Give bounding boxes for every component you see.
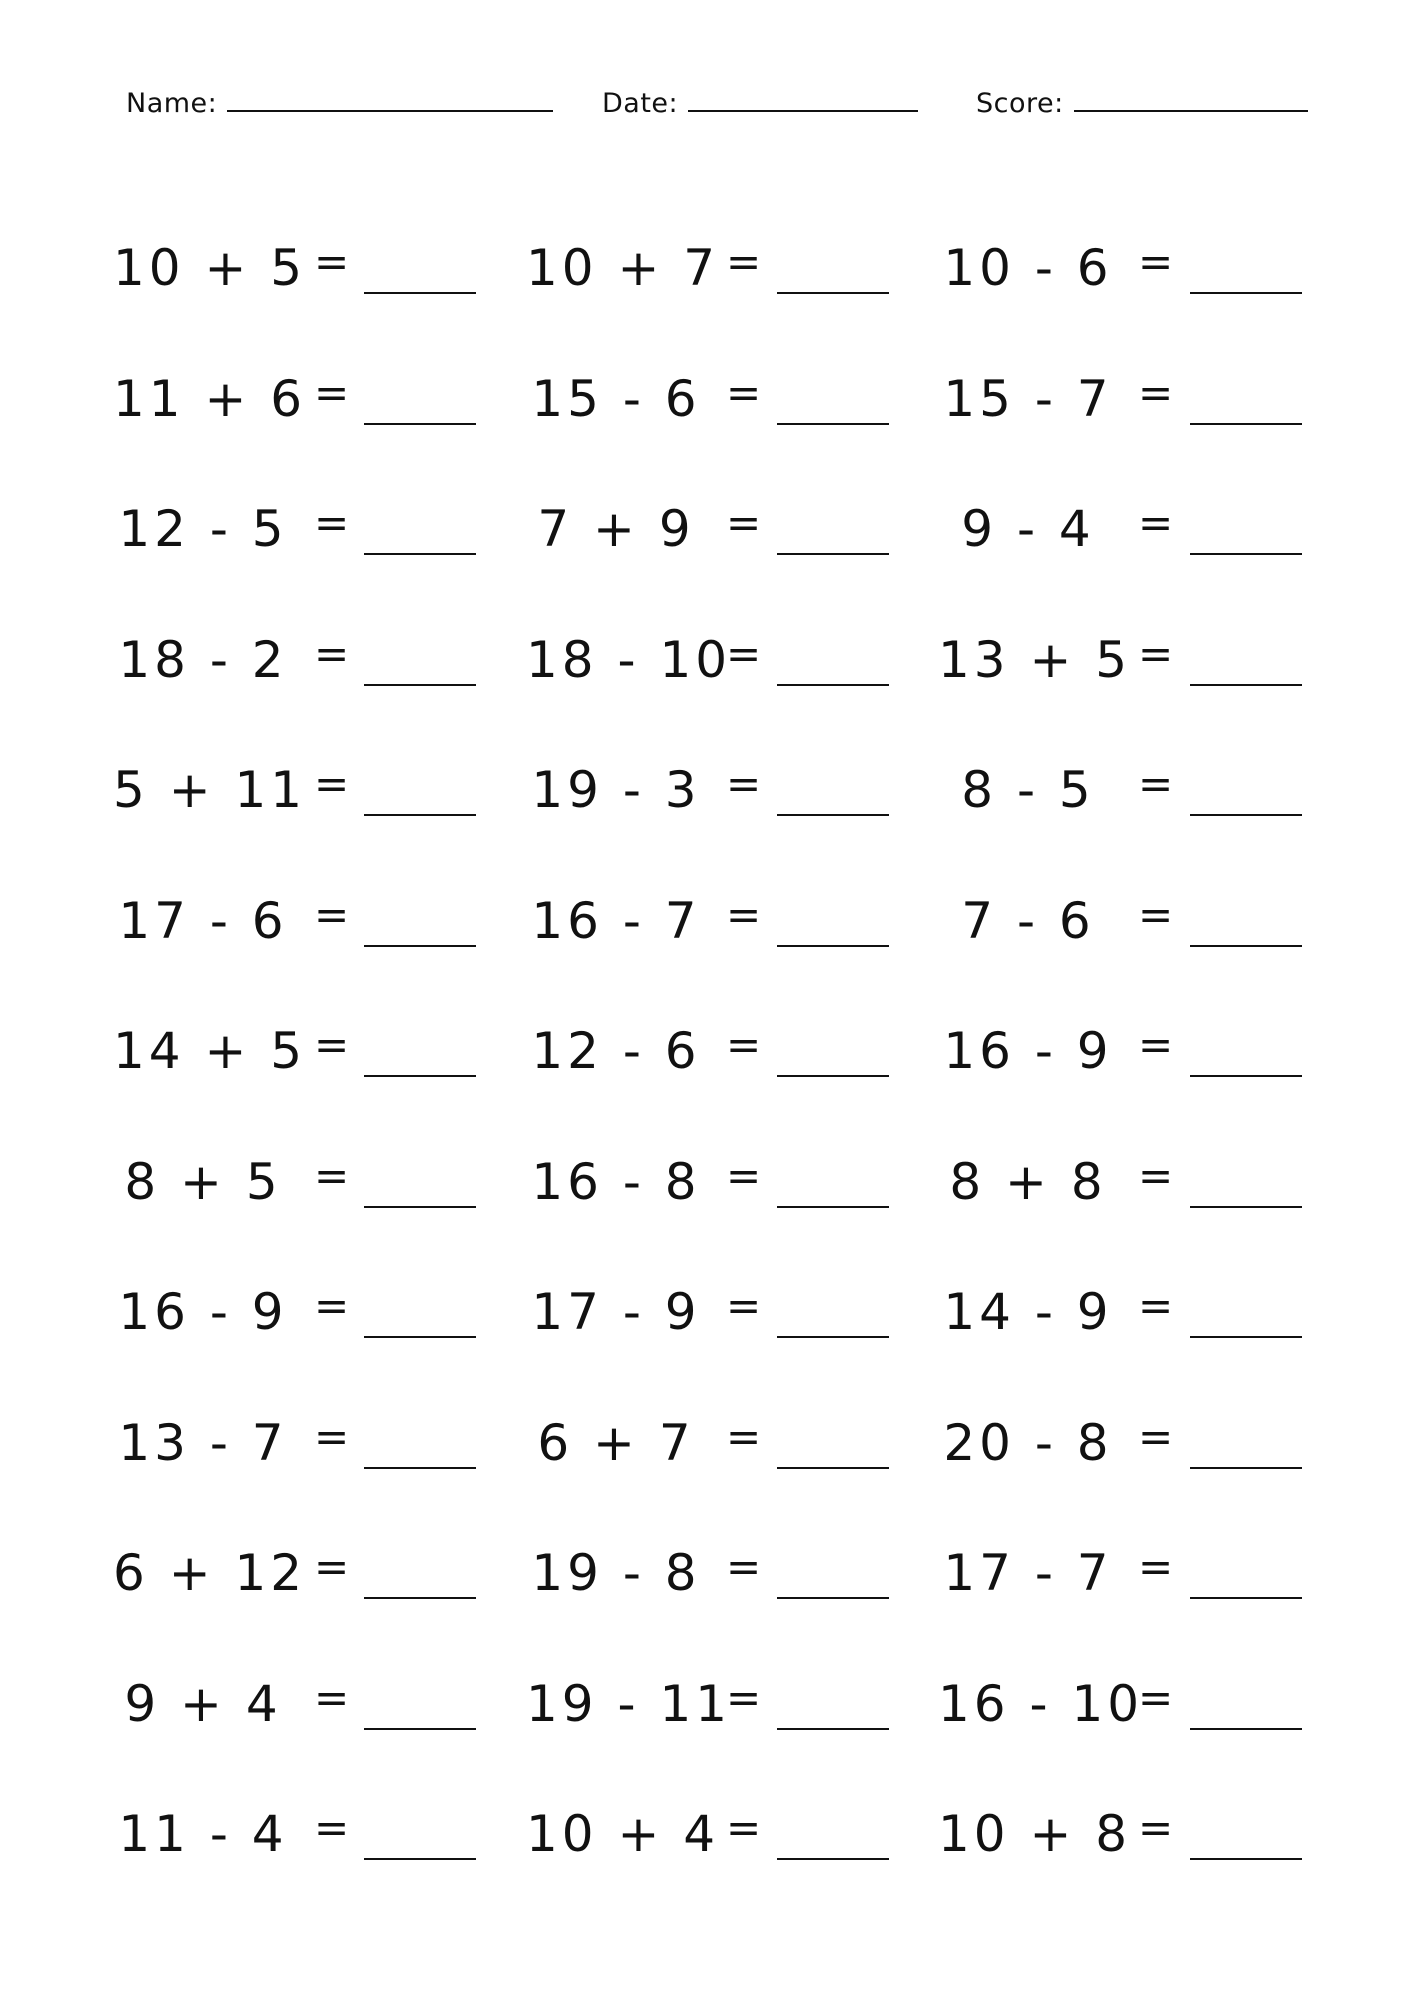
answer-blank[interactable]	[1190, 1206, 1302, 1208]
equals-sign: =	[314, 1020, 350, 1069]
equals-sign: =	[726, 1672, 762, 1722]
equals-sign: =	[1138, 889, 1174, 939]
answer-blank[interactable]	[364, 423, 476, 425]
answer-blank[interactable]	[364, 684, 476, 686]
answer-blank[interactable]	[777, 1728, 889, 1730]
equals-sign: =	[1138, 1542, 1174, 1591]
equals-sign: =	[1138, 628, 1174, 678]
score-label: Score:	[976, 88, 1064, 119]
answer-blank[interactable]	[364, 1075, 476, 1077]
answer-blank[interactable]	[364, 292, 476, 294]
answer-blank[interactable]	[364, 1597, 476, 1599]
answer-blank[interactable]	[1190, 1467, 1302, 1469]
equals-sign: =	[1138, 498, 1174, 547]
equals-sign: =	[1138, 1672, 1174, 1722]
problem-expression: 9 - 4	[961, 500, 1095, 558]
problem-expression: 16 - 7	[531, 891, 701, 950]
problem-row	[0, 1664, 1414, 1744]
equals-sign: =	[314, 1672, 350, 1722]
equals-sign: =	[726, 1281, 762, 1330]
problem-expression: 6 + 7	[537, 1413, 695, 1472]
equals-sign: =	[314, 628, 350, 678]
answer-blank[interactable]	[364, 1728, 476, 1730]
problem-expression: 6 + 12	[113, 1544, 307, 1602]
problem-row	[0, 359, 1414, 439]
name-label: Name:	[126, 88, 218, 119]
equals-sign: =	[726, 1411, 762, 1461]
equals-sign: =	[314, 1281, 350, 1330]
problem-row	[0, 881, 1414, 961]
problem-row	[0, 1142, 1414, 1222]
answer-blank[interactable]	[1190, 423, 1302, 425]
problem-expression: 20 - 8	[943, 1413, 1113, 1472]
answer-blank[interactable]	[777, 814, 889, 816]
answer-blank[interactable]	[777, 945, 889, 947]
problem-expression: 14 + 5	[113, 1022, 307, 1080]
answer-blank[interactable]	[777, 1467, 889, 1469]
equals-sign: =	[1138, 759, 1174, 808]
answer-blank[interactable]	[777, 423, 889, 425]
problem-expression: 15 - 6	[531, 369, 701, 428]
problem-expression: 10 + 5	[113, 239, 307, 297]
answer-blank[interactable]	[1190, 1597, 1302, 1599]
problem-row	[0, 1533, 1414, 1613]
equals-sign: =	[726, 1803, 762, 1852]
problem-expression: 16 - 10	[938, 1674, 1144, 1733]
equals-sign: =	[726, 628, 762, 678]
problem-expression: 15 - 7	[943, 369, 1113, 428]
answer-blank[interactable]	[1190, 684, 1302, 686]
equals-sign: =	[1138, 1411, 1174, 1461]
equals-sign: =	[1138, 1281, 1174, 1330]
problem-expression: 19 - 8	[531, 1544, 701, 1602]
problem-row	[0, 489, 1414, 569]
problem-row	[0, 750, 1414, 830]
problem-expression: 8 - 5	[961, 761, 1095, 819]
problem-expression: 12 - 5	[118, 500, 288, 558]
answer-blank[interactable]	[364, 1336, 476, 1338]
equals-sign: =	[314, 889, 350, 939]
problem-row	[0, 620, 1414, 700]
problem-row	[0, 228, 1414, 308]
equals-sign: =	[314, 1150, 350, 1200]
equals-sign: =	[314, 759, 350, 808]
problem-row	[0, 1272, 1414, 1352]
equals-sign: =	[726, 889, 762, 939]
date-label: Date:	[602, 88, 679, 119]
problem-expression: 19 - 11	[526, 1674, 732, 1733]
problem-expression: 13 + 5	[938, 630, 1132, 689]
answer-blank[interactable]	[364, 1858, 476, 1860]
answer-blank[interactable]	[1190, 292, 1302, 294]
equals-sign: =	[1138, 237, 1174, 286]
problem-expression: 18 - 2	[118, 630, 288, 689]
answer-blank[interactable]	[1190, 814, 1302, 816]
equals-sign: =	[314, 1542, 350, 1591]
problem-expression: 7 - 6	[961, 891, 1095, 950]
answer-blank[interactable]	[777, 684, 889, 686]
problem-row	[0, 1403, 1414, 1483]
problem-expression: 9 + 4	[124, 1674, 282, 1733]
problem-expression: 12 - 6	[531, 1022, 701, 1080]
answer-blank[interactable]	[364, 553, 476, 555]
answer-blank[interactable]	[364, 945, 476, 947]
answer-blank[interactable]	[364, 814, 476, 816]
problem-expression: 10 + 7	[526, 239, 720, 297]
answer-blank[interactable]	[1190, 1728, 1302, 1730]
problem-expression: 16 - 9	[118, 1283, 288, 1341]
problem-expression: 16 - 9	[943, 1022, 1113, 1080]
answer-blank[interactable]	[777, 1858, 889, 1860]
answer-blank[interactable]	[1190, 945, 1302, 947]
problem-expression: 7 + 9	[537, 500, 695, 558]
equals-sign: =	[314, 1803, 350, 1852]
answer-blank[interactable]	[777, 292, 889, 294]
problem-expression: 11 + 6	[113, 369, 307, 428]
problem-expression: 18 - 10	[526, 630, 732, 689]
answer-blank[interactable]	[777, 1206, 889, 1208]
answer-blank[interactable]	[1190, 1858, 1302, 1860]
problem-expression: 17 - 6	[118, 891, 288, 950]
equals-sign: =	[726, 498, 762, 547]
problem-expression: 10 + 4	[526, 1805, 720, 1863]
equals-sign: =	[726, 1542, 762, 1591]
problem-expression: 17 - 9	[531, 1283, 701, 1341]
problem-expression: 10 + 8	[938, 1805, 1132, 1863]
problem-expression: 13 - 7	[118, 1413, 288, 1472]
problem-expression: 10 - 6	[943, 239, 1113, 297]
problem-expression: 5 + 11	[113, 761, 307, 819]
answer-blank[interactable]	[777, 1336, 889, 1338]
answer-blank[interactable]	[777, 553, 889, 555]
answer-blank[interactable]	[1190, 1075, 1302, 1077]
equals-sign: =	[314, 367, 350, 417]
equals-sign: =	[726, 367, 762, 417]
equals-sign: =	[1138, 1803, 1174, 1852]
answer-blank[interactable]	[364, 1467, 476, 1469]
equals-sign: =	[726, 1150, 762, 1200]
equals-sign: =	[726, 237, 762, 286]
equals-sign: =	[726, 759, 762, 808]
equals-sign: =	[314, 498, 350, 547]
answer-blank[interactable]	[1190, 553, 1302, 555]
answer-blank[interactable]	[777, 1597, 889, 1599]
problem-expression: 8 + 5	[124, 1152, 282, 1211]
equals-sign: =	[314, 1411, 350, 1461]
problem-expression: 19 - 3	[531, 761, 701, 819]
equals-sign: =	[1138, 1150, 1174, 1200]
equals-sign: =	[726, 1020, 762, 1069]
answer-blank[interactable]	[364, 1206, 476, 1208]
problem-expression: 11 - 4	[118, 1805, 288, 1863]
problem-expression: 8 + 8	[949, 1152, 1107, 1211]
problem-row	[0, 1011, 1414, 1091]
equals-sign: =	[1138, 1020, 1174, 1069]
answer-blank[interactable]	[777, 1075, 889, 1077]
problem-expression: 16 - 8	[531, 1152, 701, 1211]
answer-blank[interactable]	[1190, 1336, 1302, 1338]
equals-sign: =	[314, 237, 350, 286]
problem-expression: 17 - 7	[943, 1544, 1113, 1602]
equals-sign: =	[1138, 367, 1174, 417]
problem-expression: 14 - 9	[943, 1283, 1113, 1341]
problem-row	[0, 1794, 1414, 1874]
